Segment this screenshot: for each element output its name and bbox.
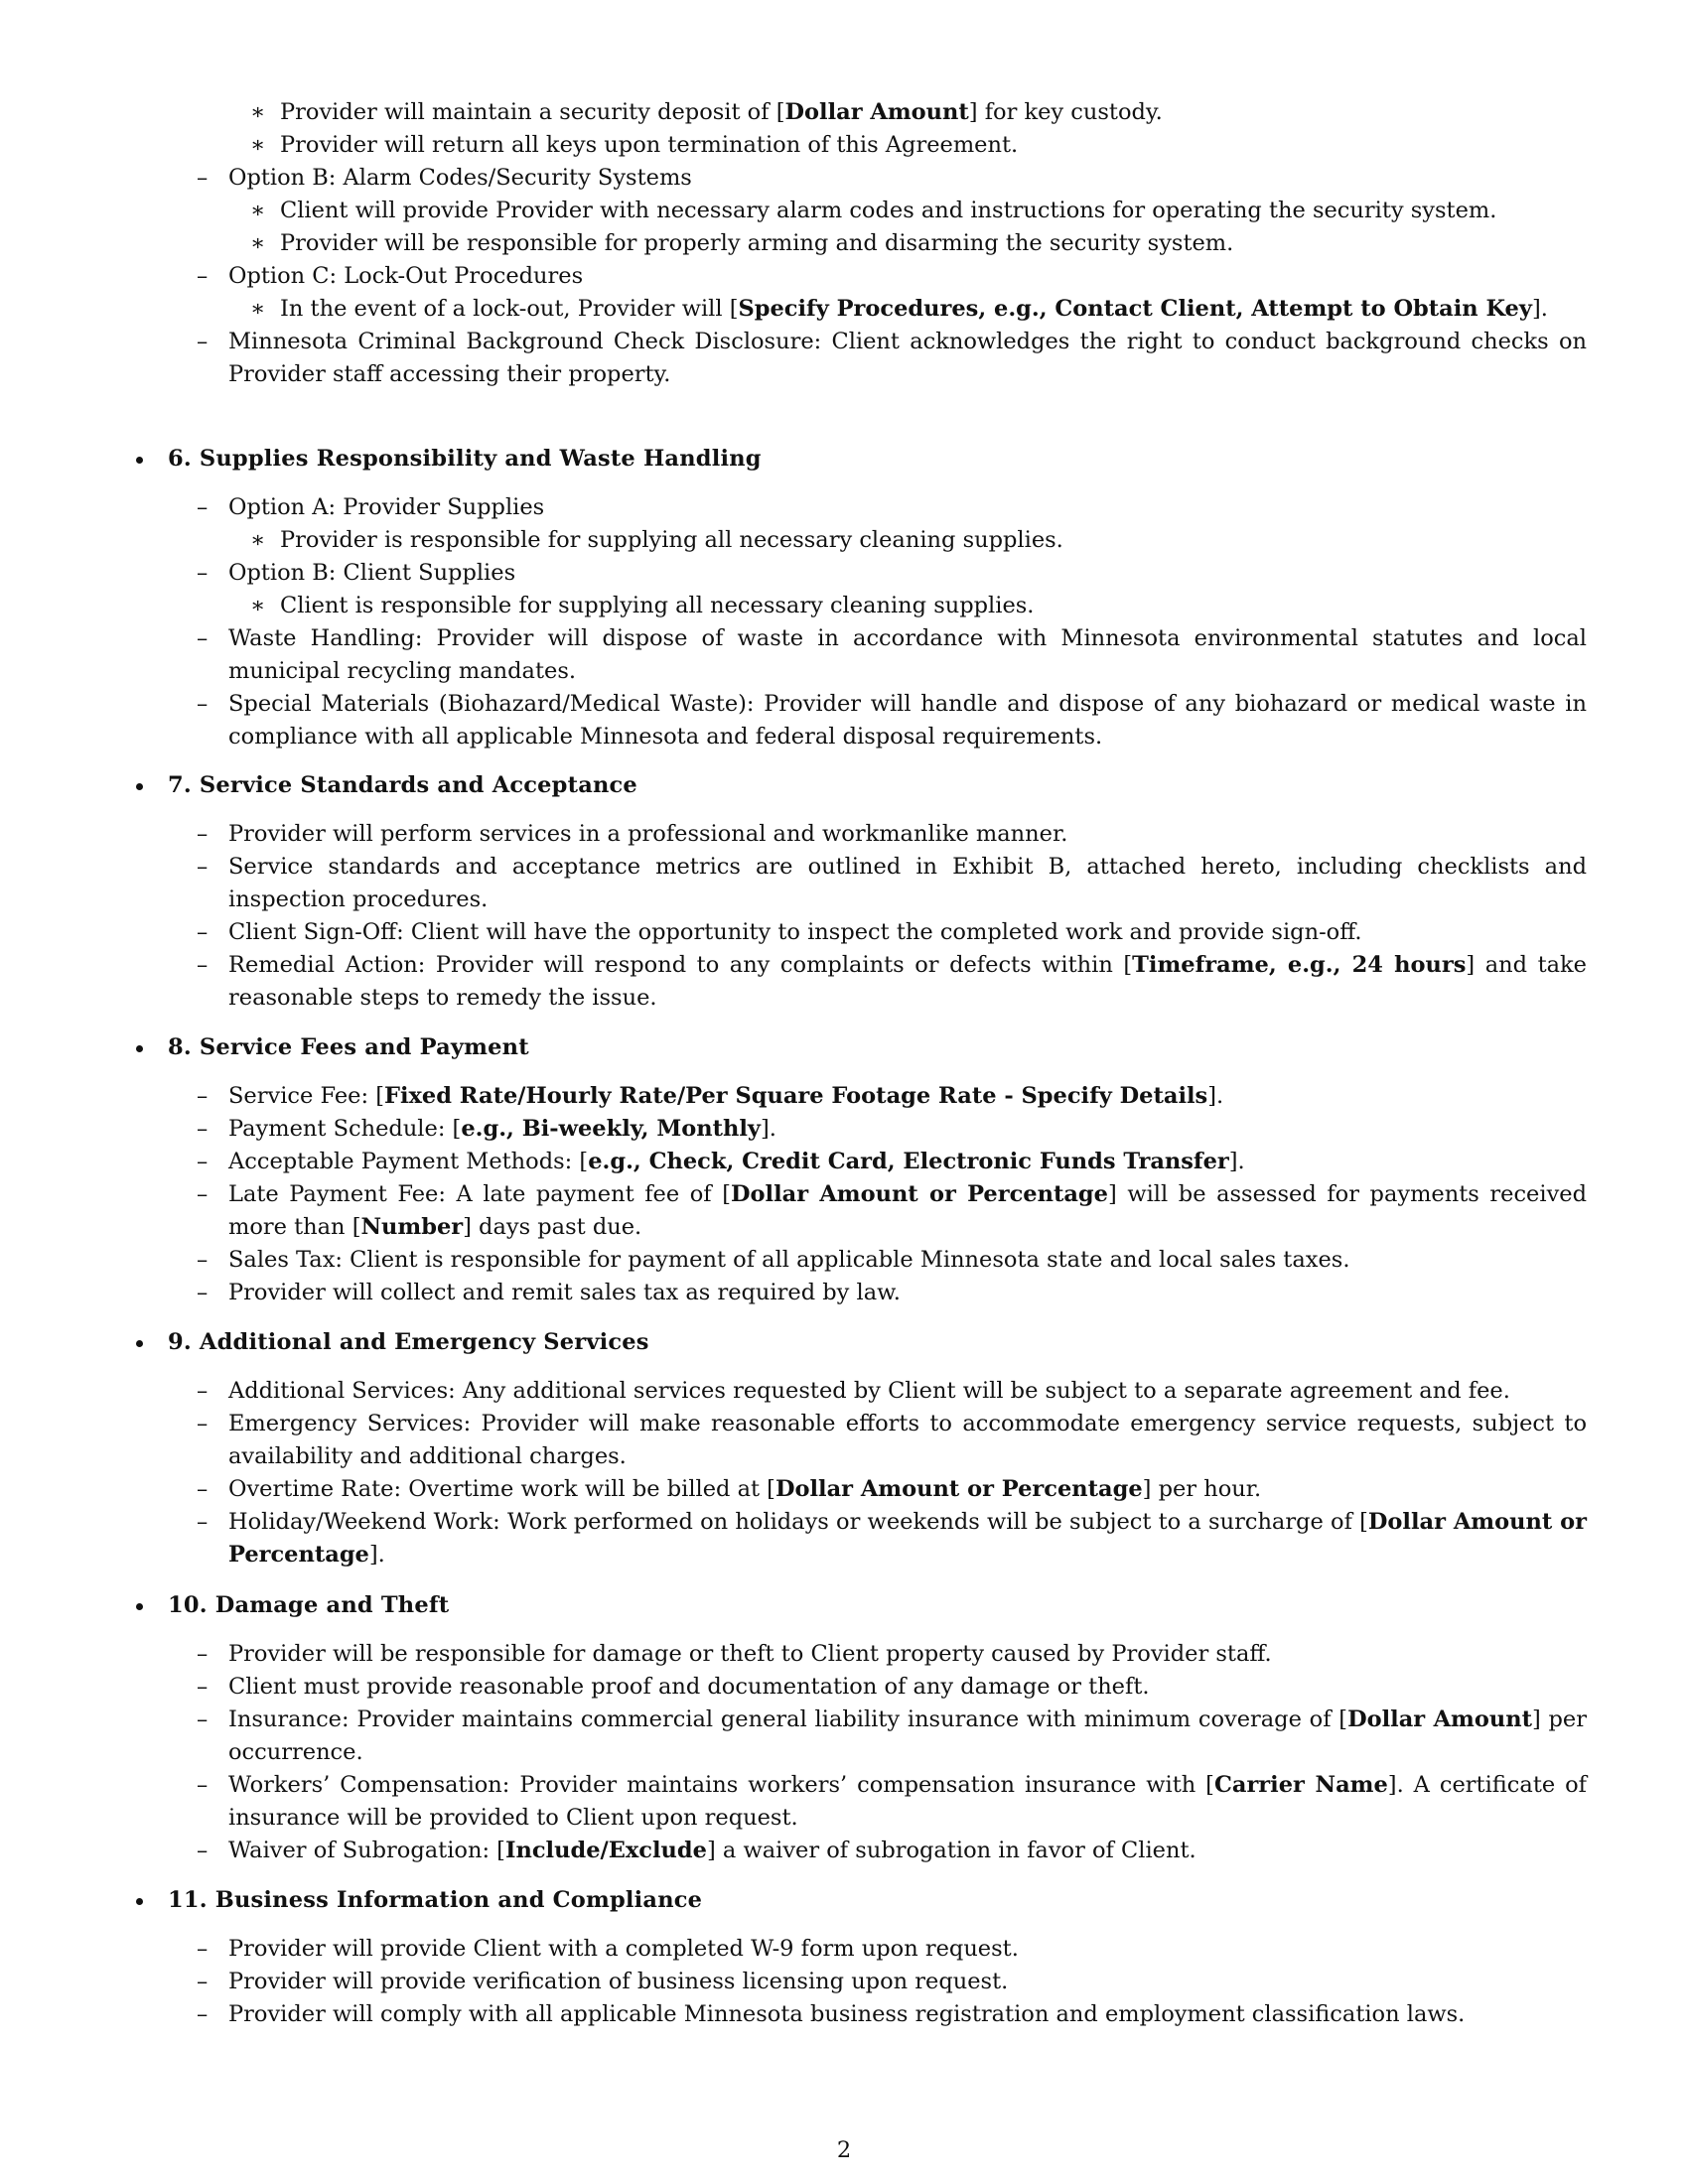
sub-list-item <box>280 129 1587 162</box>
section-items <box>0 1375 1688 1571</box>
placeholder-text: Include/Exclude <box>504 1838 707 1863</box>
section-items <box>0 1638 1688 1867</box>
sub-list-item <box>280 96 1587 129</box>
list-item <box>228 916 1587 949</box>
item-text: Payment Schedule: [ <box>228 1116 462 1142</box>
item-text: ] for key custody. <box>968 99 1163 125</box>
list-item <box>228 1671 1587 1704</box>
continued-list <box>0 96 1688 391</box>
item-text: ] days past due. <box>463 1214 642 1240</box>
list-item <box>228 1933 1587 1966</box>
item-text: Waiver of Subrogation: [ <box>228 1838 505 1863</box>
list-item <box>228 1966 1587 1998</box>
item-text: Acceptable Payment Methods: [ <box>228 1149 589 1174</box>
list-item <box>228 1277 1587 1309</box>
section-items <box>0 491 1688 753</box>
list-item <box>228 818 1587 851</box>
list-item <box>228 1146 1587 1178</box>
item-text: Service standards and acceptance metrics are outlined in Exhibit B, attached hereto, including checklists and inspection procedures. <box>228 854 1587 912</box>
section-items <box>0 1080 1688 1309</box>
list-item <box>228 851 1587 916</box>
section-items <box>0 818 1688 1015</box>
item-text: ]. <box>1207 1083 1224 1109</box>
item-text: ]. A certificate of insurance will be provided to Client upon request. <box>228 1772 1587 1831</box>
item-text: Client will provide Provider with necessary alarm codes and instructions for operating the security system. <box>280 198 1497 223</box>
item-text: Minnesota Criminal Background Check Disclosure: Client acknowledges the right to conduct background checks on Provider staff accessing their property. <box>228 329 1587 387</box>
section-title: 6. Supplies Responsibility and Waste Handling <box>168 446 762 472</box>
item-text: Client Sign-Off: Client will have the opportunity to inspect the completed work and provide sign-off. <box>228 919 1362 945</box>
list-item <box>228 1769 1587 1835</box>
item-text: ] per occurrence. <box>228 1706 1588 1765</box>
item-text: Option A: Provider Supplies <box>228 494 545 520</box>
placeholder-text: e.g., Bi-weekly, Monthly <box>461 1116 761 1142</box>
item-text: Holiday/Weekend Work: Work performed on holidays or weekends will be subject to a surcharge of [ <box>228 1509 1368 1535</box>
placeholder-text: Specify Procedures, e.g., Contact Client, Attempt to Obtain Key <box>738 296 1532 322</box>
placeholder-text: Timeframe, e.g., 24 hours <box>1132 952 1467 978</box>
list-item <box>228 1998 1587 2031</box>
page-number: 2 <box>836 2137 852 2163</box>
item-text: Provider will provide Client with a completed W-9 form upon request. <box>228 1936 1019 1962</box>
sub-list-item <box>280 227 1587 260</box>
list-item <box>228 1080 1587 1113</box>
placeholder-text: Dollar Amount or Percentage <box>774 1476 1143 1502</box>
list-item <box>228 1506 1587 1571</box>
list-item <box>228 949 1587 1015</box>
section-title: 10. Damage and Theft <box>168 1592 450 1618</box>
item-text: Client is responsible for supplying all necessary cleaning supplies. <box>280 593 1035 618</box>
item-text: Overtime Rate: Overtime work will be billed at [ <box>228 1476 775 1502</box>
placeholder-text: Number <box>360 1214 464 1240</box>
item-text: Provider will provide verification of business licensing upon request. <box>228 1969 1009 1994</box>
item-text: Additional Services: Any additional services requested by Client will be subject to a separate agreement and fee. <box>228 1378 1510 1404</box>
placeholder-text: Dollar Amount or Percentage <box>731 1181 1108 1207</box>
list-item <box>228 1244 1587 1277</box>
item-text: Client must provide reasonable proof and documentation of any damage or theft. <box>228 1674 1150 1700</box>
list-item <box>228 1375 1587 1408</box>
list-item <box>228 326 1587 391</box>
list-item <box>228 622 1587 688</box>
item-text: Waste Handling: Provider will dispose of waste in accordance with Minnesota environmental statutes and local municipal recycling mandates. <box>228 625 1587 684</box>
item-text: Provider will maintain a security deposit of [ <box>280 99 785 125</box>
list-item <box>228 1835 1587 1867</box>
list-item <box>228 1704 1587 1769</box>
item-text: Provider will be responsible for properly arming and disarming the security system. <box>280 230 1234 256</box>
item-text: Workers’ Compensation: Provider maintains workers’ compensation insurance with [ <box>228 1772 1214 1798</box>
item-text: Option C: Lock-Out Procedures <box>228 263 584 289</box>
item-text: ]. <box>1531 296 1548 322</box>
item-text: ] and take reasonable steps to remedy the issue. <box>228 952 1587 1011</box>
item-text: Option B: Client Supplies <box>228 560 516 586</box>
item-text: Provider is responsible for supplying all necessary cleaning supplies. <box>280 527 1063 553</box>
list-item <box>228 688 1587 753</box>
section-title: 11. Business Information and Compliance <box>168 1887 703 1913</box>
sub-list-item <box>280 293 1587 326</box>
placeholder-text: e.g., Check, Credit Card, Electronic Funds Transfer <box>588 1149 1229 1174</box>
list-item <box>228 1473 1587 1506</box>
item-text: Special Materials (Biohazard/Medical Waste): Provider will handle and dispose of any biohazard or medical waste in compliance with all applicable Minnesota and federal disposal requirements. <box>228 691 1587 750</box>
list-item <box>228 162 1587 195</box>
item-text: Remedial Action: Provider will respond to any complaints or defects within [ <box>228 952 1133 978</box>
sub-list-item <box>280 195 1587 227</box>
item-text: Sales Tax: Client is responsible for payment of all applicable Minnesota state and local sales taxes. <box>228 1247 1350 1273</box>
placeholder-text: Dollar Amount <box>1347 1706 1532 1732</box>
item-text: ]. <box>760 1116 776 1142</box>
list-item <box>228 1178 1587 1244</box>
item-text: ] a waiver of subrogation in favor of Client. <box>706 1838 1196 1863</box>
item-text: ]. <box>1228 1149 1245 1174</box>
item-text: ] per hour. <box>1142 1476 1262 1502</box>
item-text: Provider will collect and remit sales tax as required by law. <box>228 1280 901 1305</box>
item-text: Option B: Alarm Codes/Security Systems <box>228 165 692 191</box>
item-text: In the event of a lock-out, Provider will [ <box>280 296 739 322</box>
list-item <box>228 260 1587 293</box>
item-text: Provider will perform services in a professional and workmanlike manner. <box>228 821 1068 847</box>
list-item <box>228 1638 1587 1671</box>
placeholder-text: Dollar Amount or Percentage <box>228 1509 1587 1568</box>
section-title: 7. Service Standards and Acceptance <box>168 772 637 798</box>
list-item <box>228 557 1587 590</box>
item-text: Provider will comply with all applicable Minnesota business registration and employment classification laws. <box>228 2001 1466 2027</box>
section-title: 9. Additional and Emergency Services <box>168 1329 649 1355</box>
item-text: Service Fee: [ <box>228 1083 384 1109</box>
item-text: ]. <box>368 1542 385 1568</box>
list-item <box>228 491 1587 524</box>
placeholder-text: Carrier Name <box>1213 1772 1388 1798</box>
section-title: 8. Service Fees and Payment <box>168 1034 529 1060</box>
item-text: Provider will return all keys upon termination of this Agreement. <box>280 132 1019 158</box>
placeholder-text: Fixed Rate/Hourly Rate/Per Square Footage Rate - Specify Details <box>383 1083 1208 1109</box>
item-text: Late Payment Fee: A late payment fee of [ <box>228 1181 731 1207</box>
placeholder-text: Dollar Amount <box>784 99 969 125</box>
item-text: Emergency Services: Provider will make reasonable efforts to accommodate emergency service requests, subject to availability and additional charges. <box>228 1411 1587 1469</box>
section-items <box>0 1933 1688 2031</box>
item-text: Insurance: Provider maintains commercial general liability insurance with minimum coverage of [ <box>228 1706 1348 1732</box>
list-item <box>228 1113 1587 1146</box>
list-item <box>228 1408 1587 1473</box>
sub-list-item <box>280 590 1587 622</box>
item-text: ] will be assessed for payments received more than [ <box>228 1181 1587 1240</box>
item-text: Provider will be responsible for damage or theft to Client property caused by Provider staff. <box>228 1641 1272 1667</box>
sub-list-item <box>280 524 1587 557</box>
